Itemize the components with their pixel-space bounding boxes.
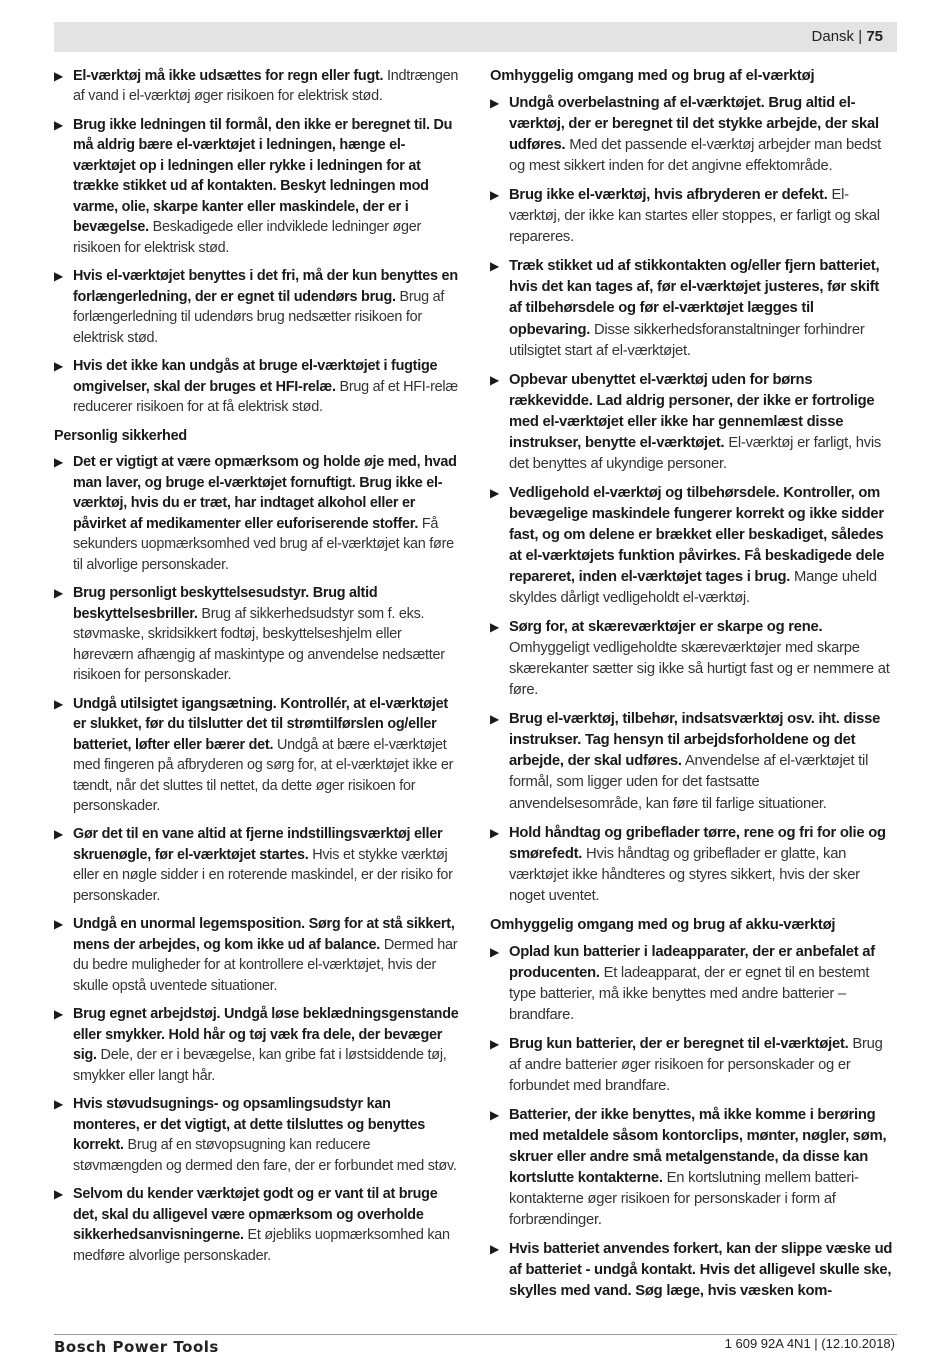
bullet-arrow-icon: ▶ (54, 269, 63, 284)
right-column (490, 66, 895, 1311)
instruction-explanation-text: Hvis et stykke værktøj eller en nøgle sidder i en roterende maskindel, er der risiko for personskader. (73, 846, 453, 904)
safety-instruction-item (490, 617, 895, 701)
bullet-arrow-icon: ▶ (490, 1108, 499, 1123)
instruction-bold-text: Undgå utilsigtet igangsætning. Kontrollér, at el-værktøjet er slukket, før du tilslutter det til strømtilførslen og/eller batteriet, løfter eller bærer det. (73, 695, 448, 753)
page-header-bar (54, 22, 897, 52)
instruction-explanation-text: Disse sikkerhedsforanstaltninger forhindrer utilsigtet start af el-værktøjet. (509, 321, 865, 359)
bullet-arrow-icon: ▶ (54, 1187, 63, 1202)
bullet-arrow-icon: ▶ (490, 1036, 499, 1051)
instruction-explanation-text: Beskadigede eller indviklede ledninger øger risikoen for elektrisk stød. (73, 219, 422, 256)
safety-instruction-item (490, 709, 895, 814)
instruction-bold-text: Undgå overbelastning af el-værktøjet. Brug altid el-værktøj, der er beregnet til det stykke arbejde, der skal udføres. (509, 95, 879, 154)
instruction-bold-text: Selvom du kender værktøjet godt og er vant til at bruge det, skal du alligevel være opmærksom og overholde sikkerhedsanvisningerne. (73, 1186, 438, 1244)
bullet-arrow-icon: ▶ (490, 485, 499, 500)
instruction-bold-text: Brug ikke el-værktøj, hvis afbryderen er defekt. (509, 187, 828, 204)
safety-instruction-item (54, 66, 459, 107)
safety-instruction-item (54, 914, 459, 996)
bullet-arrow-icon: ▶ (490, 712, 499, 727)
instruction-explanation-text: El-værktøj er farligt, hvis det benyttes af ukyndige personer. (509, 434, 882, 472)
instruction-bold-text: Brug ikke ledningen til formål, den ikke er beregnet til. Du må aldrig bære el-værktøjet i ledningen, hænge el-værktøjet op i ledningen eller rykke i ledningen for at trække stikket ud af kontakten. Beskyt ledningen mod varme, olie, skarpe kanter eller maskindele, der er i bevægelse. (73, 116, 453, 236)
section-heading: Omhyggelig omgang med og brug af el-værktøj (490, 68, 815, 84)
instruction-bold-text: Hvis batteriet anvendes forkert, kan der slippe væske ud af batteriet - undgå kontakt. Hvis det alligevel skulle ske, skylles med vand. Søg læge, hvis væsken kom- (509, 1241, 893, 1300)
instruction-explanation-text: Brug af forlængerledning til udendørs brug nedsætter risikoen for elektrisk stød. (73, 288, 445, 346)
safety-instruction-item (490, 370, 895, 475)
bullet-arrow-icon: ▶ (54, 1007, 63, 1022)
bullet-arrow-icon: ▶ (54, 917, 63, 932)
header-language: Dansk (811, 28, 855, 45)
instruction-bold-text: Undgå en unormal legemsposition. Sørg for at stå sikkert, mens der arbejdes, og kom ikke ud af balance. (73, 916, 455, 953)
instruction-bold-text: Opbevar ubenyttet el-værktøj uden for børns rækkevidde. Lad aldrig personer, der ikke er fortrolige med el-værktøjet eller ikke har gennemlæst disse instrukser, benytte el-værktøjet. (509, 371, 875, 451)
instruction-bold-text: Hvis det ikke kan undgås at bruge el-værktøjet i fugtige omgivelser, skal der bruges et HFI-relæ. (73, 358, 438, 395)
safety-instruction-item (490, 1034, 895, 1097)
bullet-arrow-icon: ▶ (490, 944, 499, 959)
safety-instruction-item (54, 266, 459, 348)
bullet-arrow-icon: ▶ (54, 117, 63, 132)
bullet-arrow-icon: ▶ (54, 696, 63, 711)
instruction-explanation-text: Et ladeapparat, der er egnet til en bestemt type batterier, må ikke benyttes med andre batterier – brandfare. (509, 964, 870, 1023)
instruction-explanation-text: Brug af et HFI-relæ reducerer risikoen for at få elektrisk stød. (73, 378, 458, 416)
safety-instruction-item (54, 1004, 459, 1086)
safety-instruction-item (490, 823, 895, 907)
footer-document-code: 1 609 92A 4N1 | (12.10.2018) (724, 1336, 895, 1351)
safety-instruction-item (54, 583, 459, 685)
footer-divider (54, 1334, 897, 1335)
header-separator: | (858, 28, 863, 45)
bullet-arrow-icon: ▶ (490, 1242, 499, 1257)
instruction-explanation-text: Dele, der er i bevægelse, kan gribe fat i løstsiddende tøj, smykker eller langt hår. (73, 1047, 447, 1084)
section-heading: Personlig sikkerhed (54, 427, 187, 444)
instruction-explanation-text: Anvendelse af el-værktøjet til formål, som ligger uden for det fastsatte anvendelsesområde, kan føre til farlige situationer. (509, 753, 869, 812)
instruction-bold-text: Vedligehold el-værktøj og tilbehørsdele. Kontroller, om bevægelige maskindele fungerer korrekt og ikke sidder fast, og om delene er brækket eller beskadiget, således at el-værktøjets funktion påvirkes. Få beskadigede dele repareret, inden el-værktøjet tages i brug. (509, 484, 885, 586)
left-column (54, 66, 459, 1274)
instruction-explanation-text: Dermed har du bedre muligheder for at kontrollere el-værktøjet, hvis der skulle opstå uventede situationer. (73, 936, 458, 994)
instruction-explanation-text: El-værktøj, der ikke kan startes eller stoppes, er farligt og skal repareres. (509, 187, 880, 246)
instruction-explanation-text: Brug af sikkerhedsudstyr som f. eks. støvmaske, skridsikkert fodtøj, beskyttelseshjelm eller høreværn afhængig af maskintype og anvendelse nedsætter risikoen for personskader. (73, 605, 445, 684)
safety-instruction-item (490, 942, 895, 1026)
safety-instruction-item (54, 1184, 459, 1266)
bullet-arrow-icon: ▶ (54, 359, 63, 374)
safety-instruction-item (490, 93, 895, 177)
instruction-bold-text: Hold håndtag og gribeflader tørre, rene og fri for olie og smørefedt. (509, 824, 886, 862)
safety-instruction-item (54, 1094, 459, 1176)
instruction-bold-text: El-værktøj må ikke udsættes for regn eller fugt. (73, 68, 384, 84)
instruction-bold-text: Brug el-værktøj, tilbehør, indsatsværktøj osv. iht. disse instrukser. Tag hensyn til arbejdsforholdene og det arbejde, der skal udføres. (509, 711, 881, 770)
instruction-bold-text: Brug kun batterier, der er beregnet til el-værktøjet. (509, 1035, 849, 1052)
safety-instruction-item (490, 483, 895, 609)
page-number: 75 (866, 28, 883, 45)
instruction-bold-text: Brug egnet arbejdstøj. Undgå løse beklædningsgenstande eller smykker. Hold hår og tøj væk fra dele, der bevæger sig. (73, 1006, 459, 1064)
instruction-bold-text: Oplad kun batterier i ladeapparater, der er anbefalet af producenten. (509, 943, 875, 981)
instruction-explanation-text: Hvis håndtag og gribeflader er glatte, kan værktøjet ikke håndteres og styres sikkert, hvis der sker noget uventet. (509, 845, 860, 904)
instruction-bold-text: Hvis støvudsugnings- og opsamlingsudstyr kan monteres, er det vigtigt, at dette tilsluttes og benyttes korrekt. (73, 1096, 425, 1154)
instruction-explanation-text: Brug af en støvopsugning kan reducere støvmængden og dermed den fare, der er forbundet med støv. (73, 1137, 457, 1174)
instruction-bold-text: Det er vigtigt at være opmærksom og holde øje med, hvad man laver, og bruge el-værktøjet fornuftigt. Brug ikke el-værktøj, hvis du er træt, har indtaget alkohol eller er påvirket af medikamenter eller euforiserende stoffer. (73, 454, 457, 532)
safety-instruction-item (54, 452, 459, 575)
instruction-explanation-text: Få sekunders uopmærksomhed ved brug af el-værktøjet kan føre til alvorlige personskader. (73, 515, 454, 573)
safety-instruction-item (490, 1239, 895, 1302)
instruction-bold-text: Brug personligt beskyttelsesudstyr. Brug altid beskyttelsesbriller. (73, 585, 378, 622)
bullet-arrow-icon: ▶ (490, 372, 499, 387)
instruction-explanation-text: Med det passende el-værktøj arbejder man bedst og mest sikkert inden for det angivne effektområde. (509, 137, 881, 175)
bullet-arrow-icon: ▶ (490, 825, 499, 840)
instruction-explanation-text: Undgå at bære el-værktøjet med fingeren på afbryderen og sørg for, at el-værktøjet ikke er tændt, når det sluttes til nettet, da dette øger risikoen for personskader. (73, 736, 454, 814)
safety-instruction-item (54, 694, 459, 817)
bullet-arrow-icon: ▶ (54, 586, 63, 601)
bullet-arrow-icon: ▶ (490, 96, 499, 111)
page-header-label (812, 28, 883, 45)
instruction-bold-text: Sørg for, at skæreværktøjer er skarpe og rene. (509, 619, 823, 636)
instruction-bold-text: Gør det til en vane altid at fjerne indstillingsværktøj eller skruenøgle, før el-værktøjet startes. (73, 826, 443, 863)
instruction-explanation-text: Mange uheld skyldes dårligt vedligeholdt el-værktøj. (509, 569, 877, 607)
bullet-arrow-icon: ▶ (54, 455, 63, 470)
instruction-explanation-text: Indtrængen af vand i el-værktøj øger risikoen for elektrisk stød. (73, 68, 459, 105)
footer-brand-logo: Bosch Power Tools (54, 1338, 219, 1356)
instruction-bold-text: Batterier, der ikke benyttes, må ikke komme i berøring med metaldele såsom kontorclips, mønter, nøgler, søm, skruer eller andre små metalgenstande, da disse kan kortslutte kontakterne. (509, 1107, 887, 1187)
instruction-explanation-text: En kortslutning mellem batteri-kontakterne øger risikoen for personskader i form af forbrændinger. (509, 1170, 859, 1229)
instruction-explanation-text: Brug af andre batterier øger risikoen for personskader og er forbundet med brandfare. (509, 1035, 883, 1095)
bullet-arrow-icon: ▶ (54, 1097, 63, 1112)
safety-instruction-item (54, 115, 459, 258)
bullet-arrow-icon: ▶ (54, 827, 63, 842)
safety-instruction-item (54, 824, 459, 906)
safety-instruction-item (490, 1105, 895, 1231)
instruction-explanation-text: Et øjebliks uopmærksomhed kan medføre alvorlige personskader. (73, 1227, 450, 1264)
safety-instruction-item (54, 356, 459, 417)
safety-instruction-item (490, 256, 895, 361)
bullet-arrow-icon: ▶ (490, 620, 499, 635)
safety-instruction-item (490, 185, 895, 248)
bullet-arrow-icon: ▶ (54, 69, 63, 83)
instruction-bold-text: Hvis el-værktøjet benyttes i det fri, må der kun benyttes en forlængerledning, der er egnet til udendørs brug. (73, 268, 458, 305)
instruction-explanation-text: Omhyggeligt vedligeholdte skæreværktøjer med skarpe skærekanter sætter sig ikke så hurtigt fast og er nemmere at føre. (509, 640, 890, 699)
bullet-arrow-icon: ▶ (490, 188, 499, 203)
section-heading: Omhyggelig omgang med og brug af akku-værktøj (490, 916, 836, 933)
bullet-arrow-icon: ▶ (490, 259, 499, 274)
instruction-bold-text: Træk stikket ud af stikkontakten og/eller fjern batteriet, hvis det kan tages af, før el-værktøjet justeres, før skift af tilbehørsdele og før el-værktøjet lægges til opbevaring. (509, 258, 880, 338)
